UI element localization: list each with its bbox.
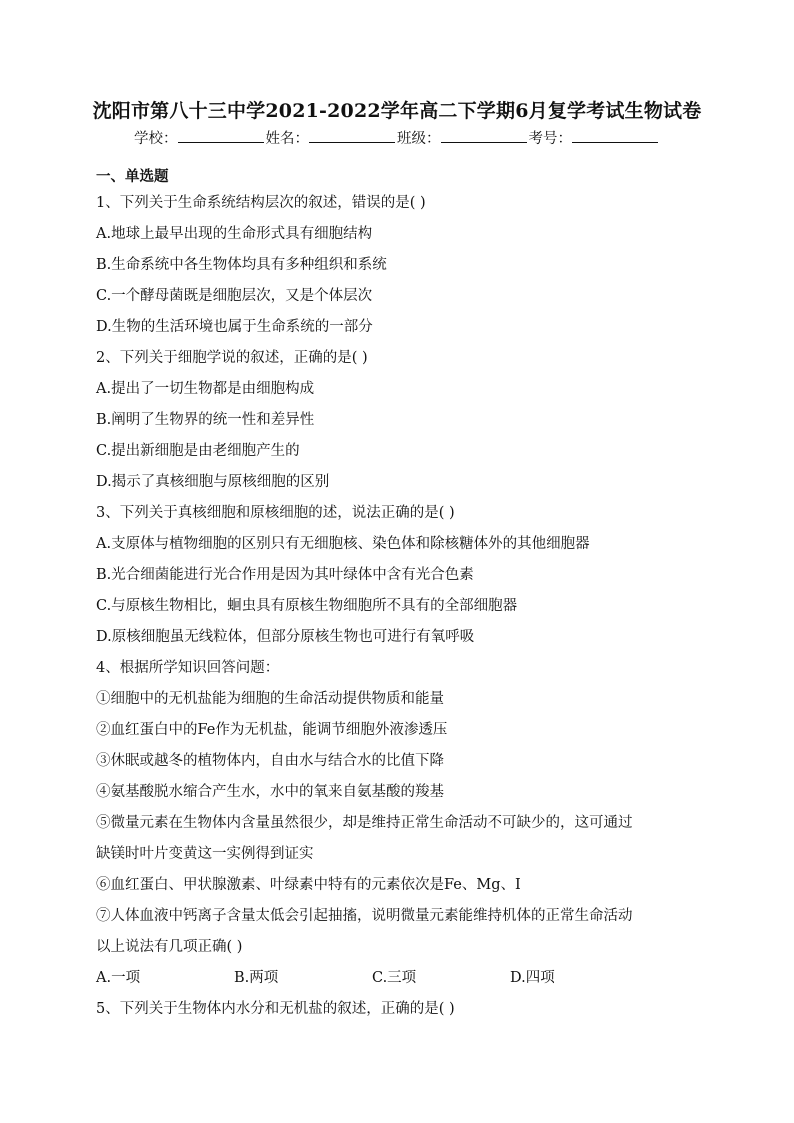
number-blank[interactable] <box>572 128 658 143</box>
number-label: 考号： <box>528 131 572 147</box>
option-b: B.生命系统中各生物体均具有多种组织和系统 <box>96 257 387 273</box>
option-c: C.提出新细胞是由老细胞产生的 <box>96 443 300 459</box>
name-field <box>266 127 398 148</box>
option-a: A.支原体与植物细胞的区别只有无细胞核、染色体和除核糖体外的其他细胞器 <box>96 536 590 552</box>
question-2 <box>96 343 706 498</box>
question-4 <box>96 653 706 994</box>
option-b: B.两项 <box>234 970 279 986</box>
question-stem: 5、下列关于生物体内水分和无机盐的叙述，正确的是( ) <box>96 1001 455 1017</box>
option-d: D.揭示了真核细胞与原核细胞的区别 <box>96 474 330 490</box>
class-blank[interactable] <box>441 128 527 143</box>
school-blank[interactable] <box>178 128 264 143</box>
question-3 <box>96 498 706 653</box>
question-stem: 2、下列关于细胞学说的叙述，正确的是( ) <box>96 350 368 366</box>
statement-5-cont: 缺镁时叶片变黄这一实例得到证实 <box>96 846 314 862</box>
school-field <box>134 127 266 148</box>
class-label: 班级： <box>397 131 441 147</box>
option-d: D.生物的生活环境也属于生命系统的一部分 <box>96 319 373 335</box>
section-heading: 一、单选题 <box>96 168 169 185</box>
statement-6: ⑥血红蛋白、甲状腺激素、叶绿素中特有的元素依次是Fe、Mg、I <box>96 877 521 893</box>
option-a: A.地球上最早出现的生命形式具有细胞结构 <box>96 226 373 242</box>
options-row <box>96 963 706 994</box>
question-ask: 以上说法有几项正确( ) <box>96 939 243 955</box>
question-stem: 4、根据所学知识回答问题： <box>96 660 280 676</box>
exam-content <box>96 166 706 1025</box>
student-info-line <box>0 127 794 148</box>
question-stem: 1、下列关于生命系统结构层次的叙述，错误的是( ) <box>96 195 426 211</box>
statement-7: ⑦人体血液中钙离子含量太低会引起抽搐，说明微量元素能维持机体的正常生命活动 <box>96 908 633 924</box>
statement-4: ④氨基酸脱水缩合产生水，水中的氧来自氨基酸的羧基 <box>96 784 444 800</box>
name-label: 姓名： <box>265 131 309 147</box>
option-b: B.阐明了生物界的统一性和差异性 <box>96 412 315 428</box>
statement-3: ③休眠或越冬的植物体内，自由水与结合水的比值下降 <box>96 753 444 769</box>
class-field <box>397 127 529 148</box>
question-1 <box>96 188 706 343</box>
option-d: D.四项 <box>510 970 555 986</box>
school-label: 学校： <box>134 131 178 147</box>
option-c: C.三项 <box>372 970 417 986</box>
question-5 <box>96 994 706 1025</box>
option-c: C.一个酵母菌既是细胞层次，又是个体层次 <box>96 288 373 304</box>
statement-5: ⑤微量元素在生物体内含量虽然很少，却是维持正常生命活动不可缺少的，这可通过 <box>96 815 633 831</box>
name-blank[interactable] <box>309 128 395 143</box>
statement-2: ②血红蛋白中的Fe作为无机盐，能调节细胞外液渗透压 <box>96 722 448 738</box>
option-d: D.原核细胞虽无线粒体，但部分原核生物也可进行有氧呼吸 <box>96 629 475 645</box>
option-a: A.提出了一切生物都是由细胞构成 <box>96 381 315 397</box>
statement-1: ①细胞中的无机盐能为细胞的生命活动提供物质和能量 <box>96 691 444 707</box>
question-stem: 3、下列关于真核细胞和原核细胞的述，说法正确的是( ) <box>96 505 455 521</box>
page-title: 沈阳市第八十三中学2021-2022学年高二下学期6月复学考试生物试卷 <box>92 100 702 122</box>
option-c: C.与原核生物相比，蛔虫具有原核生物细胞所不具有的全部细胞器 <box>96 598 518 614</box>
number-field <box>529 127 661 148</box>
option-a: A.一项 <box>96 970 141 986</box>
option-b: B.光合细菌能进行光合作用是因为其叶绿体中含有光合色素 <box>96 567 474 583</box>
